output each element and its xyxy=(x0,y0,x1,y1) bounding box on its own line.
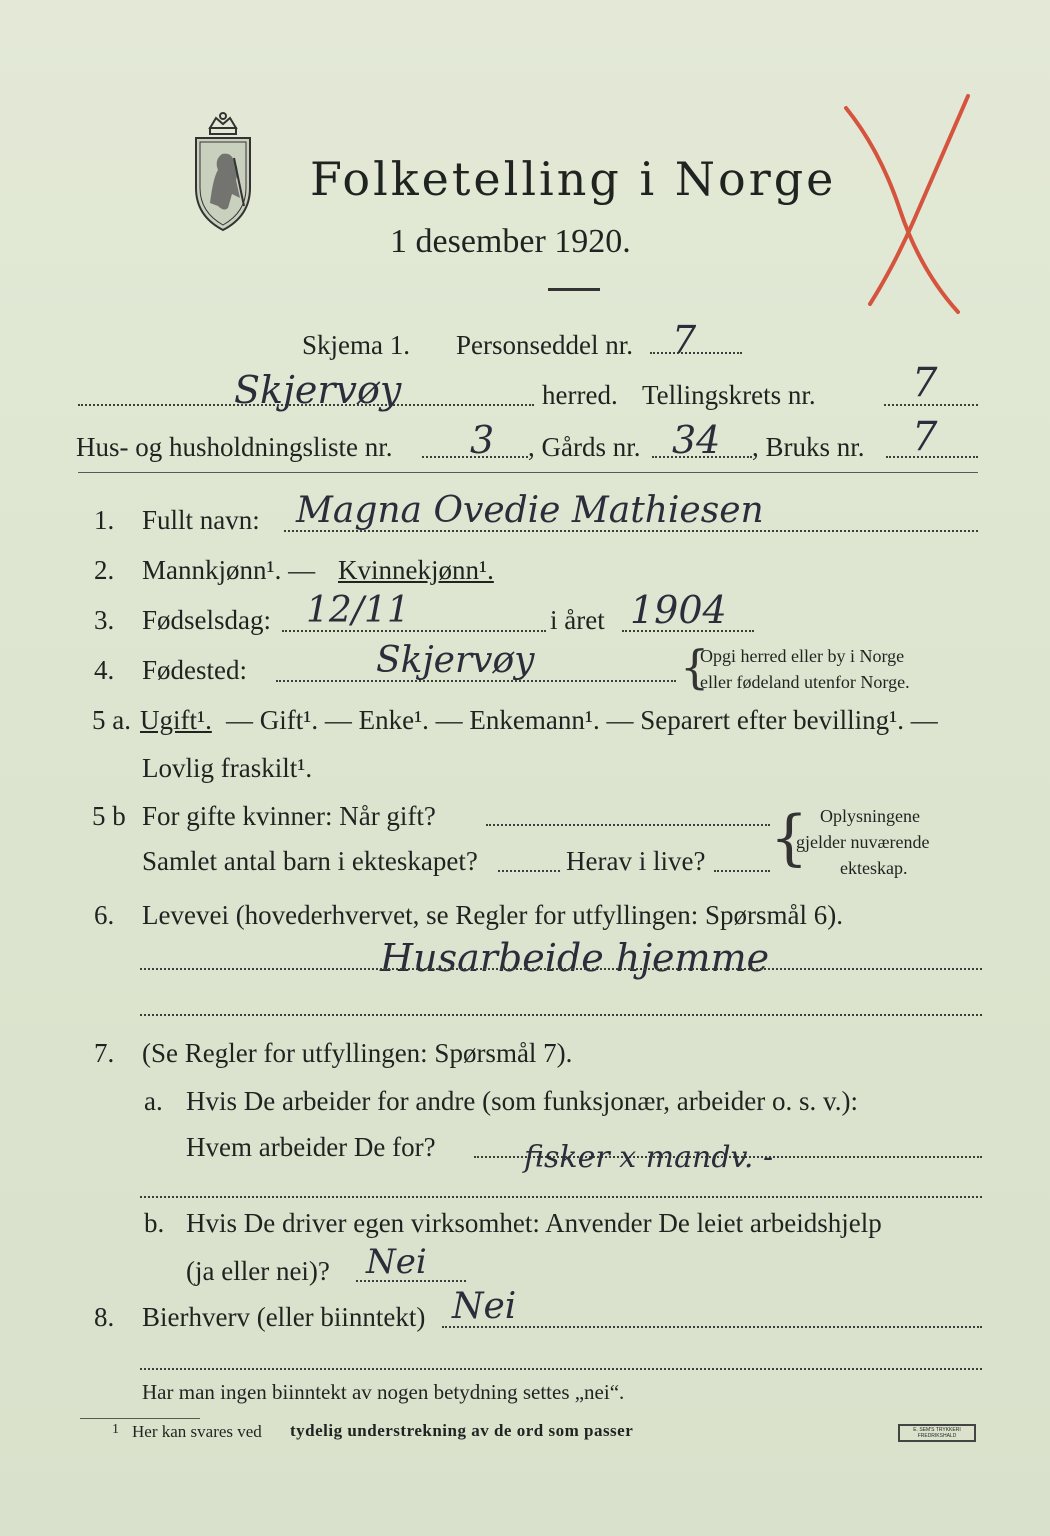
hus-label: Hus- og husholdningsliste nr. xyxy=(76,432,393,462)
coat-of-arms-icon xyxy=(188,108,258,233)
occupation-line1 xyxy=(140,968,982,970)
occupation-value: Husarbeide hjemme xyxy=(380,936,770,980)
children-count-label: Samlet antal barn i ekteskapet? xyxy=(142,846,478,876)
birthplace-note-line2: eller fødeland utenfor Norge. xyxy=(700,672,910,692)
red-x-mark-icon xyxy=(840,90,980,320)
personseddel-label: Personseddel nr. xyxy=(456,330,633,360)
unmarried-option: Ugift¹. xyxy=(140,705,212,735)
q4-label: Fødested: xyxy=(142,655,247,685)
birthplace-value: Skjervøy xyxy=(376,640,535,681)
employer-value: fisker x mandv. - xyxy=(524,1140,774,1175)
female-option: Kvinnekjønn¹. xyxy=(338,555,494,585)
footnote-text-b: tydelig understrekning av de ord som passer xyxy=(290,1421,634,1440)
hired-help-value: Nei xyxy=(366,1242,427,1282)
q7a-letter: a. xyxy=(144,1086,163,1116)
gards-label: , Gårds nr. xyxy=(528,432,641,462)
footnote-number: 1 xyxy=(112,1422,119,1437)
personseddel-value: 7 xyxy=(672,318,697,362)
birthday-value: 12/11 xyxy=(306,590,410,631)
q3-label: Fødselsdag: xyxy=(142,605,272,635)
hus-value: 3 xyxy=(470,418,495,462)
occupation-line2 xyxy=(140,1014,982,1016)
header-separator xyxy=(78,472,978,473)
children-alive-label: Herav i live? xyxy=(566,846,706,876)
side-income-line2 xyxy=(140,1368,982,1370)
q7b-letter: b. xyxy=(144,1208,165,1238)
q7a-text: Hvis De arbeider for andre (som funksjonær, arbeider o. s. v.): xyxy=(186,1086,858,1116)
q5a-number: 5 a. xyxy=(92,705,131,735)
gards-value: 34 xyxy=(672,418,721,462)
census-date: 1 desember 1920. xyxy=(390,223,631,260)
form-title: Folketelling i Norge xyxy=(310,152,837,206)
note-brace-q4: { xyxy=(680,640,710,694)
q7b-text: Hvis De driver egen virksomhet: Anvender De leiet arbeidshjelp xyxy=(186,1208,882,1238)
marriage-note-line3: ekteskap. xyxy=(840,858,908,878)
when-married-label: For gifte kvinner: Når gift? xyxy=(142,801,436,831)
q8-number: 8. xyxy=(94,1302,115,1332)
q5b-number: 5 b xyxy=(92,801,126,831)
occupation-label: Levevei (hovederhvervet, se Regler for utfyllingen: Spørsmål 6). xyxy=(142,900,844,930)
birthplace-note-line1: Opgi herred eller by i Norge xyxy=(700,646,905,666)
q7-number: 7. xyxy=(94,1038,115,1068)
side-income-line xyxy=(442,1326,982,1328)
printer-stamp: E. SEM'S TRYKKERI FREDRIKSHALD xyxy=(898,1424,976,1442)
male-option: Mannkjønn¹. — xyxy=(142,555,316,585)
q7-label: (Se Regler for utfyllingen: Spørsmål 7). xyxy=(142,1038,573,1068)
divorced-option: Lovlig fraskilt¹. xyxy=(142,753,313,783)
marital-options: — Gift¹. — Enke¹. — Enkemann¹. — Separert efter bevilling¹. — xyxy=(226,705,938,735)
side-income-value: Nei xyxy=(452,1286,517,1327)
marriage-note-line1: Oplysningene xyxy=(820,806,920,826)
tellingskrets-value: 7 xyxy=(912,360,938,406)
skjema-label: Skjema 1. xyxy=(302,330,410,360)
when-married-line xyxy=(486,824,770,826)
tellingskrets-label: Tellingskrets nr. xyxy=(642,380,816,410)
side-income-label: Bierhverv (eller biinntekt) xyxy=(142,1302,426,1332)
footnote-divider xyxy=(80,1418,200,1419)
q6-number: 6. xyxy=(94,900,115,930)
herred-value: Skjervøy xyxy=(234,368,402,412)
footer-note: Har man ingen biinntekt av nogen betydning settes „nei“. xyxy=(142,1380,625,1404)
employer-line2 xyxy=(140,1196,982,1198)
herred-label: herred. xyxy=(542,380,618,410)
year-label: i året xyxy=(550,605,605,635)
marriage-note-line2: gjelder nuværende xyxy=(796,832,930,852)
hired-help-label: (ja eller nei)? xyxy=(186,1256,330,1286)
title-divider xyxy=(548,288,600,291)
bruks-value: 7 xyxy=(912,414,938,460)
note-brace-q5b: { xyxy=(770,803,809,873)
q1-label: Fullt navn: xyxy=(142,505,260,535)
birth-year-value: 1904 xyxy=(630,588,727,632)
children-count-line xyxy=(498,870,560,872)
employer-label: Hvem arbeider De for? xyxy=(186,1132,436,1162)
q1-number: 1. xyxy=(94,505,115,535)
children-alive-line xyxy=(714,870,770,872)
bruks-label: , Bruks nr. xyxy=(752,432,865,462)
q4-number: 4. xyxy=(94,655,115,685)
q2-number: 2. xyxy=(94,555,115,585)
q3-number: 3. xyxy=(94,605,115,635)
full-name-value: Magna Ovedie Mathiesen xyxy=(296,490,764,531)
footnote-text-a: Her kan svares ved xyxy=(132,1422,262,1441)
